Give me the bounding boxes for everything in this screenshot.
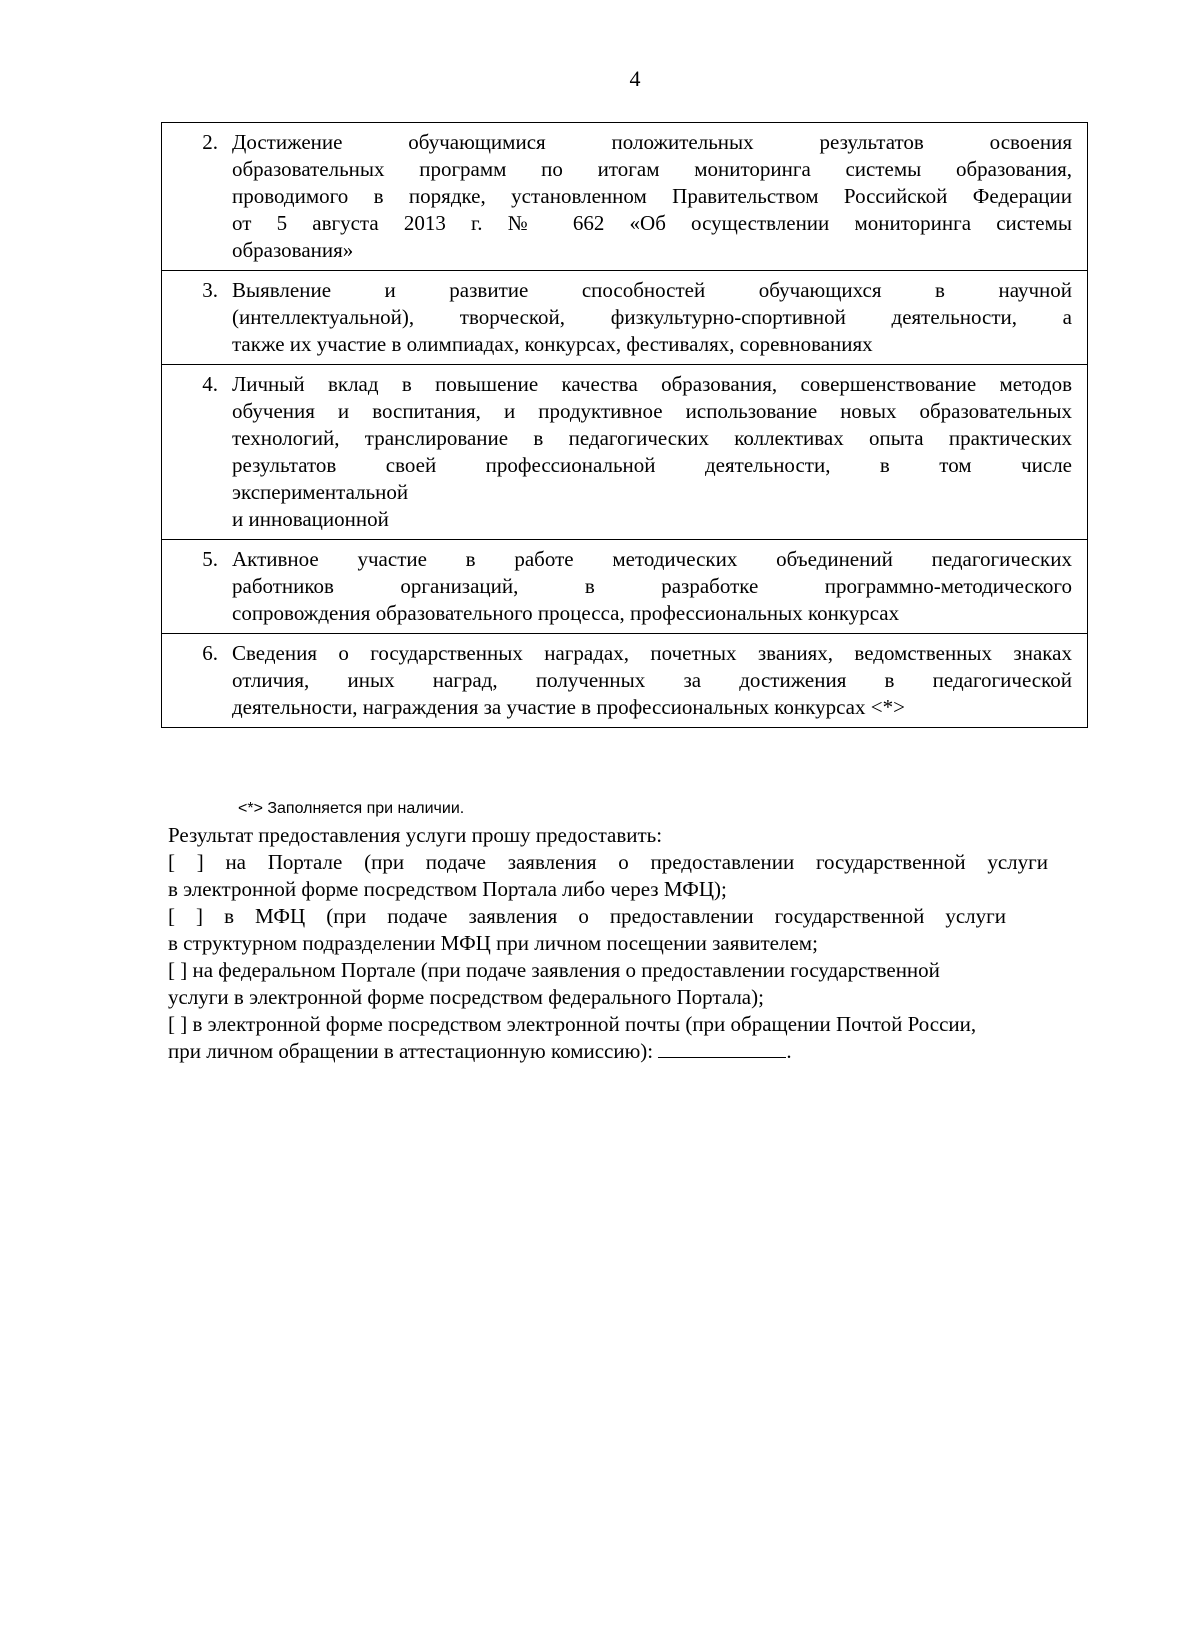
- text-line: сопровождения образовательного процесса, профессиональных конкурсах: [232, 601, 900, 625]
- footnote: <*> Заполняется при наличии.: [238, 800, 465, 817]
- text-line: Выявление и развитие способностей обучающихся в научной: [232, 278, 1072, 302]
- criteria-row-5: [162, 540, 1087, 634]
- text-line: деятельности, награждения за участие в профессиональных конкурсах <*>: [232, 695, 905, 719]
- email-blank-field[interactable]: [658, 1039, 786, 1058]
- option-email-line2-wrapper: [168, 1038, 1108, 1065]
- row-text: [232, 546, 1072, 627]
- text-line: также их участие в олимпиадах, конкурсах, фестивалях, соревнованиях: [232, 332, 873, 356]
- option-email-line2: при личном обращении в аттестационную комиссию):: [168, 1039, 654, 1063]
- end-punct: .: [786, 1039, 792, 1063]
- option-federal-portal-line1[interactable]: [ ] на федеральном Портале (при подаче заявления о предоставлении государственной: [168, 958, 940, 982]
- criteria-row-6: [162, 634, 1087, 727]
- criteria-row-2: [162, 123, 1087, 271]
- text-line: экспериментальной: [232, 480, 409, 504]
- text-line: и инновационной: [232, 507, 389, 531]
- text-line: отличия, иных наград, полученных за достижения в педагогической: [232, 668, 1072, 692]
- text-line: Достижение обучающимися положительных результатов освоения: [232, 130, 1072, 154]
- row-text: [232, 129, 1072, 264]
- option-portal-line2: в электронной форме посредством Портала либо через МФЦ);: [168, 877, 727, 901]
- text-line: образования»: [232, 238, 354, 262]
- page-number: 4: [629, 66, 641, 91]
- row-number: 6.: [202, 641, 218, 665]
- option-mfc-line1[interactable]: [ ] в МФЦ (при подаче заявления о предоставлении государственной услуги: [168, 904, 1006, 928]
- text-line: от 5 августа 2013 г. № 662 «Об осуществлении мониторинга системы: [232, 211, 1072, 235]
- row-text: [232, 640, 1072, 721]
- row-text: [232, 371, 1072, 533]
- row-number: 2.: [202, 130, 218, 154]
- option-federal-portal-line2: услуги в электронной форме посредством федерального Портала);: [168, 985, 764, 1009]
- option-portal-line1[interactable]: [ ] на Порталe (при подаче заявления о предоставлении государственной услуги: [168, 850, 1048, 874]
- text-line: (интеллектуальной), творческой, физкультурно-спортивной деятельности, а: [232, 305, 1072, 329]
- text-line: обучения и воспитания, и продуктивное использование новых образовательных: [232, 399, 1072, 423]
- row-text: [232, 277, 1072, 358]
- text-line: Активное участие в работе методических объединений педагогических: [232, 547, 1072, 571]
- result-intro: Результат предоставления услуги прошу предоставить:: [168, 823, 663, 847]
- text-line: образовательных программ по итогам мониторинга системы образования,: [232, 157, 1072, 181]
- text-line: Сведения о государственных наградах, почетных званиях, ведомственных знаках: [232, 641, 1072, 665]
- text-line: работников организаций, в разработке программно-методического: [232, 574, 1072, 598]
- criteria-row-3: [162, 271, 1087, 365]
- option-mfc-line2: в структурном подразделении МФЦ при личном посещении заявителем;: [168, 931, 818, 955]
- text-line: проводимого в порядке, установленном Правительством Российской Федерации: [232, 184, 1072, 208]
- row-number: 3.: [202, 278, 218, 302]
- result-delivery-section: [168, 822, 1108, 1065]
- criteria-table: [161, 122, 1088, 728]
- text-line: Личный вклад в повышение качества образования, совершенствование методов: [232, 372, 1072, 396]
- row-number: 5.: [202, 547, 218, 571]
- row-number: 4.: [202, 372, 218, 396]
- text-line: технологий, транслирование в педагогических коллективах опыта практических: [232, 426, 1072, 450]
- criteria-row-4: [162, 365, 1087, 540]
- text-line: результатов своей профессиональной деятельности, в том числе: [232, 453, 1072, 477]
- option-email-line1[interactable]: [ ] в электронной форме посредством электронной почты (при обращении Почтой России,: [168, 1012, 977, 1036]
